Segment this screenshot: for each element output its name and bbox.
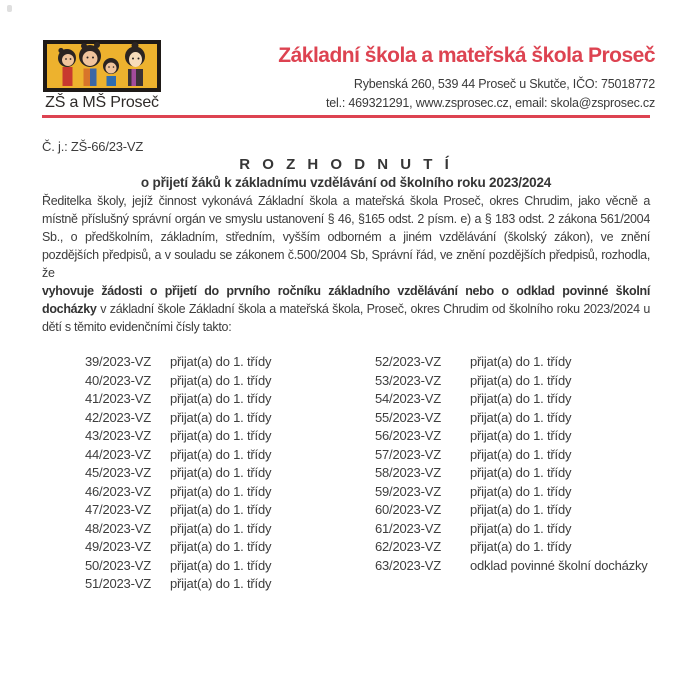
result-decision: přijat(a) do 1. třídy xyxy=(170,446,272,462)
result-row xyxy=(85,557,375,576)
result-id: 44/2023-VZ xyxy=(85,446,151,462)
result-decision: přijat(a) do 1. třídy xyxy=(470,409,572,425)
address-line-2: tel.: 469321291, www.zsprosec.cz, email: skola@zsprosec.cz xyxy=(325,96,655,110)
document-body xyxy=(42,138,650,594)
result-id: 58/2023-VZ xyxy=(375,465,441,480)
result-id: 59/2023-VZ xyxy=(375,483,441,499)
result-id: 52/2023-VZ xyxy=(375,354,441,369)
result-decision: přijat(a) do 1. třídy xyxy=(470,372,572,388)
result-id: 61/2023-VZ xyxy=(375,520,441,536)
result-row xyxy=(85,446,375,465)
grant-statement-rest: v základní škole Základní škola a mateřská škola, Proseč, okres Chrudim od školního roku 2023/2024 u dětí s těmito evidenčními čísly takto: xyxy=(42,302,650,334)
result-row xyxy=(375,520,650,539)
result-id: 51/2023-VZ xyxy=(85,576,151,591)
scan-artifact xyxy=(7,5,12,12)
result-row xyxy=(375,501,650,520)
result-id: 43/2023-VZ xyxy=(85,428,151,443)
result-decision: přijat(a) do 1. třídy xyxy=(470,520,572,536)
result-id: 42/2023-VZ xyxy=(85,409,151,425)
result-id: 63/2023-VZ xyxy=(375,557,441,573)
result-decision: přijat(a) do 1. třídy xyxy=(170,465,272,480)
result-decision: přijat(a) do 1. třídy xyxy=(470,483,572,499)
result-row xyxy=(85,520,375,539)
result-decision: přijat(a) do 1. třídy xyxy=(470,428,572,443)
result-id: 50/2023-VZ xyxy=(85,557,151,573)
result-row xyxy=(85,390,375,409)
results-list xyxy=(85,353,650,594)
result-id: 46/2023-VZ xyxy=(85,483,151,499)
results-column-right xyxy=(375,353,650,594)
result-row xyxy=(85,575,375,594)
letterhead xyxy=(278,44,655,113)
result-decision: přijat(a) do 1. třídy xyxy=(170,391,272,406)
legal-paragraph: Ředitelka školy, jejíž činnost vykonává Základní škola a mateřská škola Proseč, okres Chrudim, jako věcně a místně příslušný správní orgán ve smyslu ustanovení § 46, §165 odst. 2 písm. e) a § 183 odst. 2 zákona 561/2004 Sb., o předškolním, základním, středním, vyšším odborném a jiném vzdělávání (školský zákon), ve znění pozdějších předpisů, a v souladu se zákonem č.500/2004 Sb, Správní řád, ve znění pozdějších předpisů, rozhodla, že xyxy=(42,194,650,280)
result-row xyxy=(85,538,375,557)
result-id: 60/2023-VZ xyxy=(375,502,441,517)
result-decision: přijat(a) do 1. třídy xyxy=(170,576,272,591)
header-divider xyxy=(42,115,650,118)
result-decision: přijat(a) do 1. třídy xyxy=(470,446,572,462)
result-id: 48/2023-VZ xyxy=(85,520,151,536)
result-id: 45/2023-VZ xyxy=(85,465,151,480)
result-row xyxy=(375,353,650,372)
decision-heading: R O Z H O D N U T Í xyxy=(239,156,453,173)
result-decision: přijat(a) do 1. třídy xyxy=(170,557,272,573)
result-id: 55/2023-VZ xyxy=(375,409,441,425)
result-id: 54/2023-VZ xyxy=(375,391,441,406)
result-decision: přijat(a) do 1. třídy xyxy=(470,391,572,406)
result-decision: přijat(a) do 1. třídy xyxy=(170,354,272,369)
result-row xyxy=(375,538,650,557)
school-title: Základní škola a mateřská škola Proseč xyxy=(278,44,655,67)
result-id: 53/2023-VZ xyxy=(375,372,441,388)
result-row xyxy=(375,409,650,428)
result-decision: přijat(a) do 1. třídy xyxy=(170,502,272,517)
result-decision: přijat(a) do 1. třídy xyxy=(470,539,572,554)
result-decision: přijat(a) do 1. třídy xyxy=(170,483,272,499)
result-row xyxy=(375,464,650,483)
school-logo xyxy=(43,40,161,112)
reference-number: Č. j.: ZŠ-66/23-VZ xyxy=(42,139,144,154)
result-row xyxy=(85,501,375,520)
result-id: 49/2023-VZ xyxy=(85,539,151,554)
school-logo-caption: ZŠ a MŠ Proseč xyxy=(45,94,159,111)
decision-subheading: o přijetí žáků k základnímu vzdělávání od školního roku 2023/2024 xyxy=(140,175,552,190)
result-id: 40/2023-VZ xyxy=(85,372,151,388)
result-row xyxy=(375,483,650,502)
result-decision: přijat(a) do 1. třídy xyxy=(170,520,272,536)
result-row xyxy=(375,390,650,409)
result-id: 57/2023-VZ xyxy=(375,446,441,462)
result-decision: přijat(a) do 1. třídy xyxy=(170,428,272,443)
result-id: 56/2023-VZ xyxy=(375,428,441,443)
result-row xyxy=(375,446,650,465)
results-column-left xyxy=(85,353,375,594)
result-row xyxy=(85,409,375,428)
result-row xyxy=(85,464,375,483)
result-row xyxy=(375,557,650,576)
result-row xyxy=(375,427,650,446)
result-row xyxy=(85,372,375,391)
grant-statement xyxy=(42,282,650,336)
result-id: 62/2023-VZ xyxy=(375,539,441,554)
result-decision: přijat(a) do 1. třídy xyxy=(170,372,272,388)
result-decision: přijat(a) do 1. třídy xyxy=(470,465,572,480)
result-row xyxy=(85,483,375,502)
school-logo-image xyxy=(43,40,161,92)
result-id: 47/2023-VZ xyxy=(85,502,151,517)
result-decision: odklad povinné školní docházky xyxy=(470,557,648,573)
result-row xyxy=(85,353,375,372)
result-decision: přijat(a) do 1. třídy xyxy=(170,539,272,554)
grant-statement-bold: vyhovuje žádosti o přijetí do prvního ročníku základního vzdělávání nebo o odklad povinné školní docházky xyxy=(42,284,650,316)
result-id: 41/2023-VZ xyxy=(85,391,151,406)
result-id: 39/2023-VZ xyxy=(85,354,151,369)
result-row xyxy=(85,427,375,446)
address-line-1: Rybenská 260, 539 44 Proseč u Skutče, IČO: 75018772 xyxy=(353,77,655,91)
result-decision: přijat(a) do 1. třídy xyxy=(470,354,572,369)
result-row xyxy=(375,372,650,391)
result-decision: přijat(a) do 1. třídy xyxy=(170,409,272,425)
result-decision: přijat(a) do 1. třídy xyxy=(470,502,572,517)
